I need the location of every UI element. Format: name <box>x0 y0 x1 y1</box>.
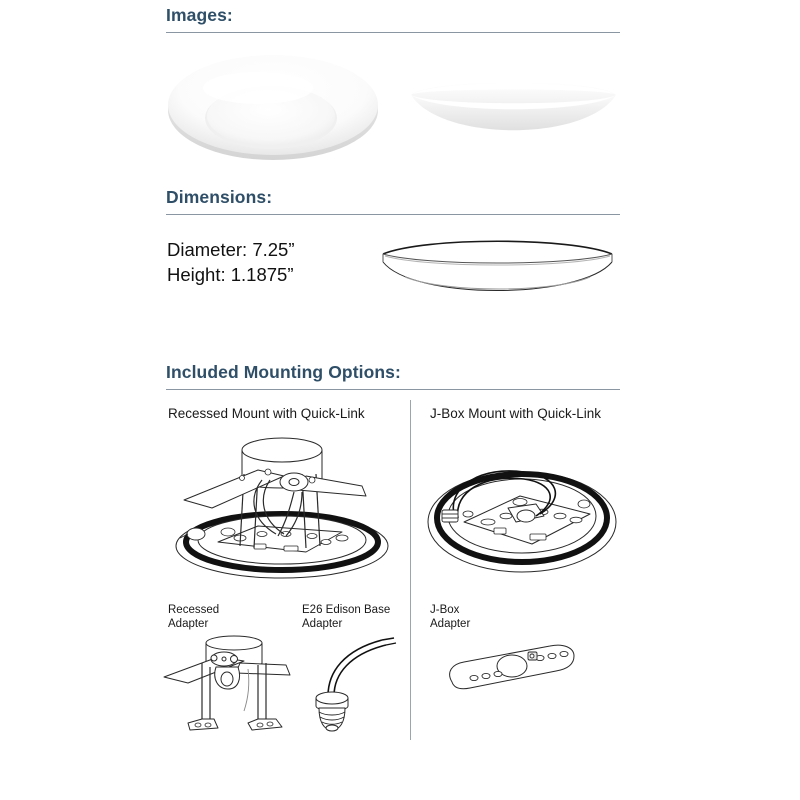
disk-light-profile-linedrawing-figure <box>375 232 620 304</box>
e26-adapter-label-line1: E26 Edison Base <box>302 604 391 616</box>
recessed-mount-assembly-drawing-figure <box>166 434 398 586</box>
e26-adapter-label-line2: Adapter <box>302 618 343 630</box>
mounting-options-grid <box>166 400 620 745</box>
mounting-options-section <box>166 363 620 390</box>
jbox-adapter-label-line1: J-Box <box>430 604 460 616</box>
e26-edison-base-adapter-label <box>302 603 390 631</box>
dimensions-section-title: Dimensions: <box>166 187 273 207</box>
recessed-adapter-label-line2: Adapter <box>168 618 209 630</box>
recessed-adapter-label-line1: Recessed <box>168 604 220 616</box>
mounting-options-section-rule <box>166 389 620 390</box>
dimension-height: Height: 1.1875” <box>167 264 294 285</box>
recessed-mount-column-header: Recessed Mount with Quick-Link <box>168 406 365 421</box>
disk-light-side-view-figure <box>401 68 626 148</box>
images-figure-row <box>166 46 626 166</box>
dimensions-section-rule <box>166 214 620 215</box>
e26-edison-base-adapter-drawing-figure <box>296 628 404 736</box>
recessed-adapter-drawing-figure <box>162 633 314 735</box>
disk-light-angled-view-figure <box>166 48 381 166</box>
jbox-adapter-label <box>430 603 470 631</box>
images-section <box>166 6 620 33</box>
dimension-diameter: Diameter: 7.25” <box>167 239 295 260</box>
jbox-mount-assembly-drawing-figure <box>424 452 620 580</box>
jbox-mount-column-header: J-Box Mount with Quick-Link <box>430 406 602 421</box>
mounting-column-divider <box>410 400 411 740</box>
dimensions-spec-list <box>167 237 295 287</box>
images-section-title: Images: <box>166 5 233 25</box>
dimensions-section <box>166 188 620 215</box>
mounting-options-section-title: Included Mounting Options: <box>166 362 401 382</box>
jbox-adapter-label-line2: Adapter <box>430 618 471 630</box>
jbox-adapter-drawing-figure <box>444 638 579 700</box>
images-section-rule <box>166 32 620 33</box>
recessed-adapter-label <box>168 603 219 631</box>
